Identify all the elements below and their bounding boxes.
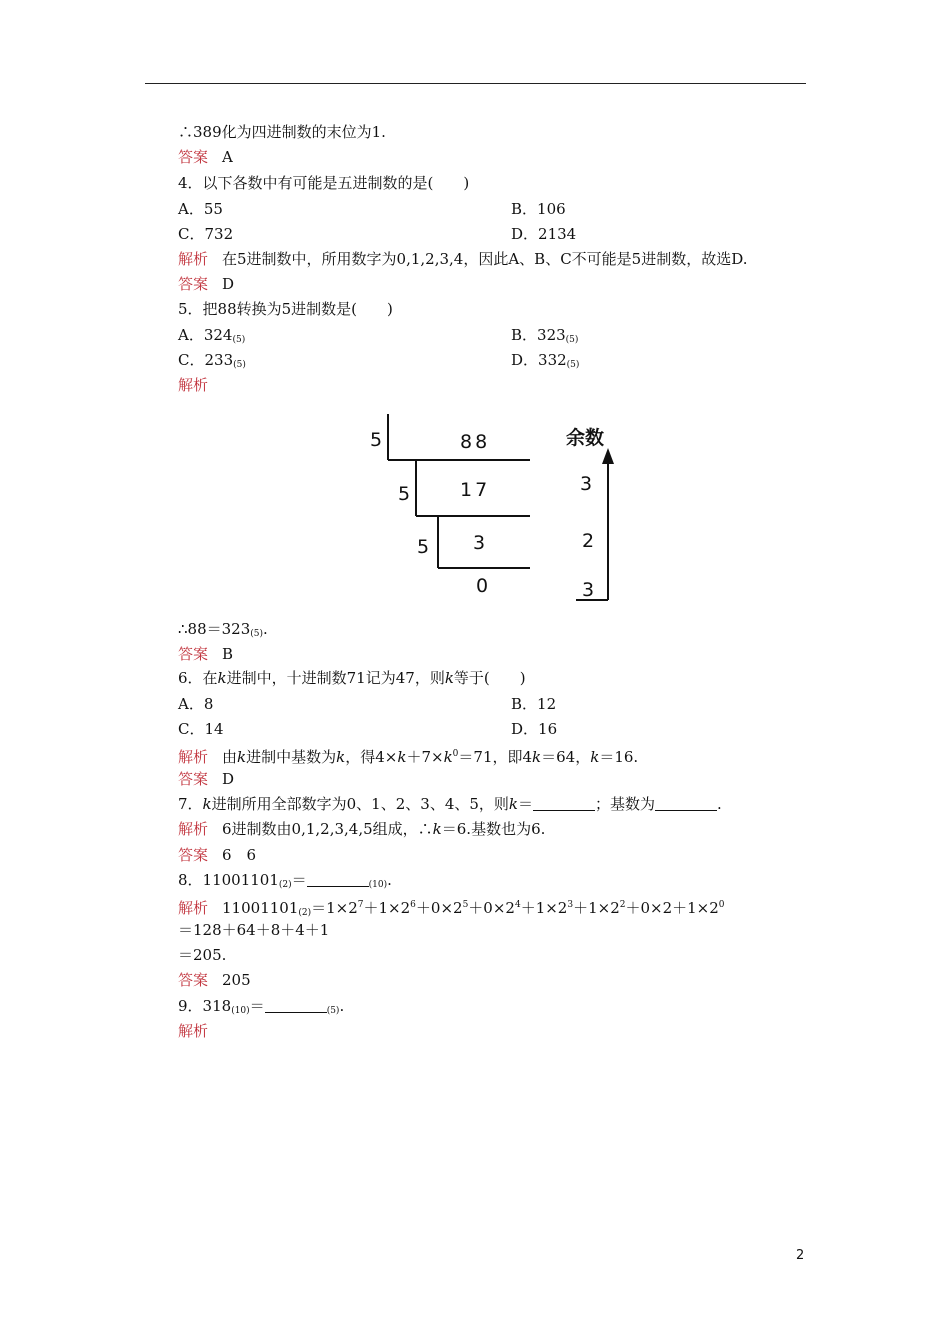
line-389: ∴389化为四进制数的末位为1. xyxy=(178,123,386,141)
answer-q8: 答案 205 xyxy=(178,971,251,989)
question-5: 5．把88转换为5进制数是( ) xyxy=(178,300,393,318)
blank xyxy=(533,797,595,811)
answer-q5: 答案 B xyxy=(178,645,234,663)
q5-option-b: B．$323_{(5)}$ xyxy=(511,326,579,345)
answer-q6: 答案 D xyxy=(178,770,235,788)
answer-q7: 答案 6 6 xyxy=(178,846,257,864)
blank xyxy=(265,999,327,1013)
remainder-2: 2 xyxy=(582,530,595,552)
q4-option-a: A．55 xyxy=(178,200,223,218)
divisor-3: 5 xyxy=(417,536,430,558)
quotient-0: 0 xyxy=(476,575,489,597)
q6-option-c: C．14 xyxy=(178,720,224,738)
q8-analysis: 解析 $11001101_{(2)}=1\times 2^7+1\times 2^6+0\times 2^5+0\times 2^4+1\times 2^3+1\times 2^2+0\times 2+1\times 2^0$ xyxy=(178,899,725,918)
q4-option-d: D．2134 xyxy=(511,225,577,243)
question-8: 8．$11001101_{(2)}= _{(10)}$. xyxy=(178,871,392,890)
quotient-3: 3 xyxy=(473,532,486,554)
q9-analysis-label: 解析 xyxy=(178,1022,209,1040)
division-diagram xyxy=(360,414,620,606)
q6-option-a: A．8 xyxy=(178,695,214,713)
remainder-label: 余数 xyxy=(566,427,605,449)
answer-q3: 答案 A xyxy=(178,148,233,166)
divisor-2: 5 xyxy=(398,483,411,505)
q5-option-a: A．$324_{(5)}$ xyxy=(178,326,246,345)
q4-analysis: 解析 在5进制数中，所用数字为0,1,2,3,4，因此A、B、C不可能是5进制数，故选D. xyxy=(178,250,748,268)
remainder-3: 3 xyxy=(582,579,595,601)
q4-option-b: B．106 xyxy=(511,200,566,218)
header-rule xyxy=(145,83,806,84)
q7-analysis: 解析 6进制数由0,1,2,3,4,5组成，∴k＝6.基数也为6. xyxy=(178,820,546,838)
q5-analysis-label: 解析 xyxy=(178,376,209,394)
page-number: 2 xyxy=(796,1248,805,1263)
blank xyxy=(307,873,369,887)
q6-option-d: D．16 xyxy=(511,720,558,738)
divisor-1: 5 xyxy=(370,429,383,451)
q4-option-c: C．732 xyxy=(178,225,234,243)
quotient-17: 17 xyxy=(460,479,491,501)
q6-option-b: B．12 xyxy=(511,695,557,713)
q5-result: $\therefore 88=323_{(5)}$. xyxy=(178,620,268,639)
blank xyxy=(655,797,717,811)
question-9: 9．$318_{(10)}= _{(5)}$. xyxy=(178,997,345,1016)
q8-step-3: ＝205. xyxy=(178,946,227,964)
dividend-88: 88 xyxy=(460,431,491,453)
q5-option-d: D．$332_{(5)}$ xyxy=(511,351,580,370)
question-7: 7．k进制所用全部数字为0、1、2、3、4、5，则k＝ ；基数为 . xyxy=(178,795,722,813)
answer-q4: 答案 D xyxy=(178,275,235,293)
q6-analysis: 解析 由k进制中基数为k，得$4\times k+7\times k^0=71$，即4k＝64，k＝16. xyxy=(178,748,639,766)
remainder-1: 3 xyxy=(580,473,593,495)
q8-step-2: ＝128＋64＋8＋4＋1 xyxy=(178,921,330,939)
question-4: 4．以下各数中有可能是五进制数的是( ) xyxy=(178,174,470,192)
q5-option-c: C．$233_{(5)}$ xyxy=(178,351,246,370)
question-6: 6．在k进制中，十进制数71记为47，则k等于( ) xyxy=(178,669,526,687)
